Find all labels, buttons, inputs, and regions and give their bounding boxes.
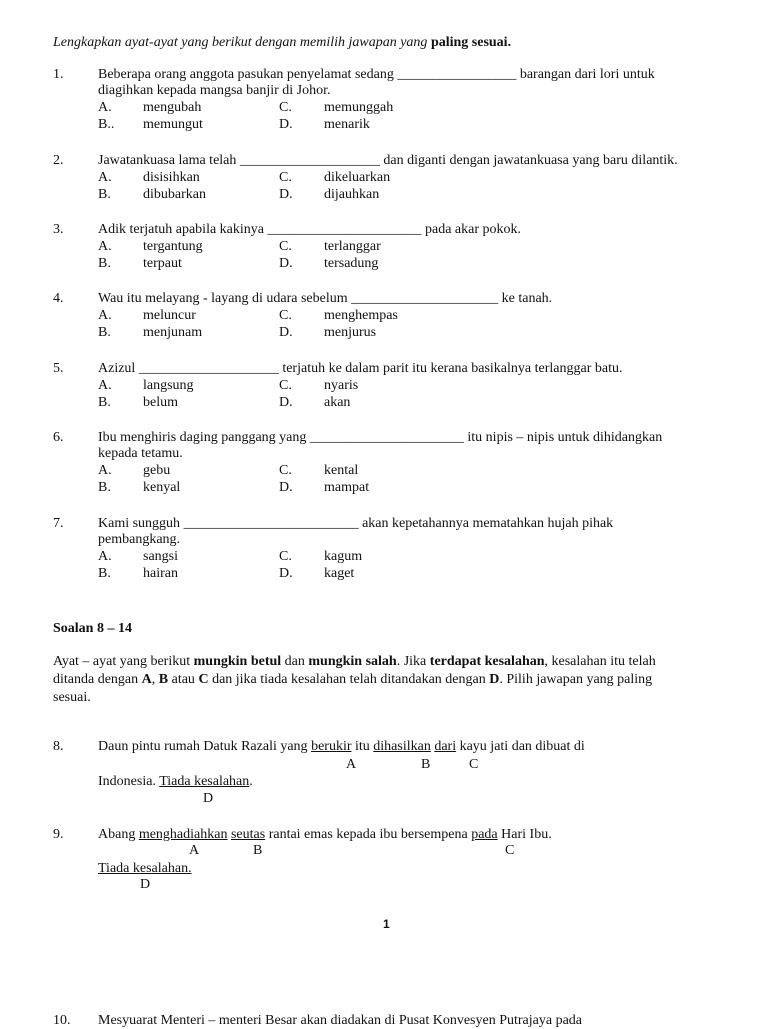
option-text: menjunam [143, 325, 203, 340]
answer-blank: ____________________ [138, 361, 279, 376]
option-letter: B. [98, 395, 111, 410]
question-text: Adik terjatuh apabila kakinya [98, 222, 268, 237]
option-letter: B.. [98, 117, 115, 132]
option-letter: D. [279, 395, 293, 410]
option-letter: C. [279, 308, 292, 323]
question-stem [98, 360, 622, 377]
option-text: belum [143, 395, 178, 410]
question-text: Wau itu melayang - layang di udara sebelum [98, 291, 352, 306]
question-text: terjatuh ke dalam parit itu kerana basikalnya terlanggar batu. [278, 361, 623, 376]
option-text: menjurus [324, 325, 377, 340]
question-text: Ibu menghiris daging panggang yang [98, 430, 310, 445]
para-bold: B [158, 672, 169, 687]
question-text: Azizul [98, 361, 139, 376]
option-text: tergantung [143, 239, 203, 254]
option-text: disisihkan [143, 170, 200, 185]
para-text: atau [168, 672, 199, 687]
instruction-emphasis: paling sesuai. [430, 35, 512, 50]
q9-label-c: C [505, 843, 515, 858]
option-letter: A. [98, 170, 112, 185]
option-letter: A. [98, 463, 112, 478]
answer-blank: ______________________ [267, 222, 422, 237]
option-letter: B. [98, 187, 111, 202]
para-text: dan jika tiada kesalahan telah ditandakan dengan [208, 672, 490, 687]
option-text: dibubarkan [143, 187, 206, 202]
question-8-number: 8. [53, 739, 64, 754]
q8-underlined-b: dihasilkan [373, 739, 431, 754]
option-text: terlanggar [324, 239, 381, 254]
para-bold: C [198, 672, 209, 687]
question-text: pada akar pokok. [421, 222, 522, 237]
question-stem [98, 515, 613, 532]
option-text: memungut [143, 117, 203, 132]
para-text: . Jika [396, 654, 430, 669]
option-letter: C. [279, 170, 292, 185]
question-8-line2 [98, 773, 253, 790]
question-number: 3. [53, 222, 64, 237]
q9-underlined-d: Tiada kesalahan. [98, 861, 192, 876]
question-stem [98, 152, 678, 169]
para-bold: terdapat kesalahan [429, 654, 545, 669]
question-text: Beberapa orang anggota pasukan penyelamat sedang [98, 67, 398, 82]
question-number: 2. [53, 153, 64, 168]
option-text: memunggah [324, 100, 394, 115]
question-number: 6. [53, 430, 64, 445]
answer-blank: ______________________ [309, 430, 464, 445]
option-text: tersadung [324, 256, 379, 271]
option-letter: A. [98, 378, 112, 393]
question-9-number: 9. [53, 827, 64, 842]
option-letter: C. [279, 549, 292, 564]
question-number: 4. [53, 291, 64, 306]
option-text: nyaris [324, 378, 359, 393]
option-letter: C. [279, 463, 292, 478]
instruction [53, 34, 511, 51]
option-text: kaget [324, 566, 355, 581]
option-letter: D. [279, 566, 293, 581]
option-letter: D. [279, 256, 293, 271]
q9-text: rantai emas kepada ibu bersempena [265, 827, 472, 842]
question-text: ke tanah. [498, 291, 553, 306]
question-10-text: Mesyuarat Menteri – menteri Besar akan diadakan di Pusat Konvesyen Putrajaya pada [98, 1013, 583, 1028]
para-text: dan [281, 654, 309, 669]
section-paragraph-line1 [53, 653, 656, 670]
option-letter: B. [98, 325, 111, 340]
section-paragraph-line2 [53, 671, 652, 688]
q8-label-c: C [469, 757, 479, 772]
q9-underlined-b: seutas [230, 827, 266, 842]
option-text: kagum [324, 549, 363, 564]
q8-text: . [249, 774, 253, 789]
question-stem [98, 290, 552, 307]
para-bold: A [141, 672, 152, 687]
q8-label-a: A [346, 757, 357, 772]
q8-text: itu [351, 739, 374, 754]
question-8-line1 [98, 738, 585, 755]
option-text: terpaut [143, 256, 182, 271]
option-text: kental [324, 463, 359, 478]
q9-label-a: A [189, 843, 200, 858]
question-text: itu nipis – nipis untuk dihidangkan [463, 430, 663, 445]
question-stem-continued: pembangkang. [98, 532, 181, 547]
q8-text: kayu jati dan dibuat di [456, 739, 585, 754]
q9-label-b: B [253, 843, 263, 858]
question-text: akan kepetahannya mematahkan hujah pihak [358, 516, 614, 531]
option-text: mengubah [143, 100, 202, 115]
question-10-number: 10. [53, 1013, 71, 1028]
option-letter: C. [279, 239, 292, 254]
option-text: akan [324, 395, 351, 410]
q8-text: Daun pintu rumah Datuk Razali yang [98, 739, 312, 754]
q9-underlined-a: menghadiahkan [138, 827, 228, 842]
q8-text: Indonesia. [98, 774, 160, 789]
q9-underlined-c: pada [471, 827, 498, 842]
q8-underlined-d: Tiada kesalahan [159, 774, 250, 789]
option-letter: D. [279, 187, 293, 202]
q9-text: Hari Ibu. [497, 827, 552, 842]
page-number: 1 [383, 917, 390, 931]
question-stem [98, 66, 655, 83]
para-text: ditanda dengan [53, 672, 142, 687]
para-text: , kesalahan itu telah [544, 654, 656, 669]
question-stem [98, 429, 662, 446]
q8-underlined-a: berukir [311, 739, 352, 754]
option-letter: A. [98, 308, 112, 323]
section-heading: Soalan 8 – 14 [53, 621, 132, 636]
option-text: menarik [324, 117, 370, 132]
question-text: dan diganti dengan jawatankuasa yang baru dilantik. [379, 153, 678, 168]
para-bold: D [489, 672, 500, 687]
q9-text: Abang [98, 827, 139, 842]
option-letter: B. [98, 256, 111, 271]
answer-blank: _____________________ [351, 291, 499, 306]
q8-label-b: B [421, 757, 431, 772]
option-text: gebu [143, 463, 171, 478]
question-text: Jawatankuasa lama telah [98, 153, 240, 168]
option-text: kenyal [143, 480, 181, 495]
para-text: . Pilih jawapan yang paling [499, 672, 653, 687]
option-letter: B. [98, 566, 111, 581]
question-stem-continued: kepada tetamu. [98, 446, 183, 461]
option-letter: D. [279, 325, 293, 340]
section-paragraph-line3: sesuai. [53, 690, 91, 705]
option-text: meluncur [143, 308, 196, 323]
option-text: langsung [143, 378, 194, 393]
option-letter: A. [98, 549, 112, 564]
question-number: 5. [53, 361, 64, 376]
para-bold: mungkin betul [193, 654, 282, 669]
question-number: 7. [53, 516, 64, 531]
option-text: sangsi [143, 549, 178, 564]
q8-label-d: D [203, 791, 214, 806]
option-text: menghempas [324, 308, 398, 323]
option-letter: D. [279, 480, 293, 495]
q8-underlined-c: dari [434, 739, 457, 754]
option-text: dikeluarkan [324, 170, 391, 185]
q9-label-d: D [140, 877, 151, 892]
option-letter: B. [98, 480, 111, 495]
para-bold: mungkin salah [308, 654, 397, 669]
question-text: Kami sungguh [98, 516, 184, 531]
option-text: dijauhkan [324, 187, 380, 202]
option-letter: C. [279, 100, 292, 115]
para-text: , [151, 672, 159, 687]
question-number: 1. [53, 67, 64, 82]
answer-blank: ____________________ [239, 153, 380, 168]
instruction-text: Lengkapkan ayat-ayat yang berikut dengan memilih jawapan yang [53, 35, 431, 50]
option-letter: A. [98, 239, 112, 254]
option-letter: D. [279, 117, 293, 132]
question-9-line1 [98, 826, 552, 843]
question-stem [98, 221, 521, 238]
option-letter: C. [279, 378, 292, 393]
question-text: barangan dari lori untuk [516, 67, 655, 82]
answer-blank: _________________________ [183, 516, 359, 531]
answer-blank: _________________ [397, 67, 517, 82]
question-stem-continued: diagihkan kepada mangsa banjir di Johor. [98, 83, 331, 98]
option-letter: A. [98, 100, 112, 115]
para-text: Ayat – ayat yang berikut [53, 654, 194, 669]
option-text: hairan [143, 566, 178, 581]
option-text: mampat [324, 480, 370, 495]
